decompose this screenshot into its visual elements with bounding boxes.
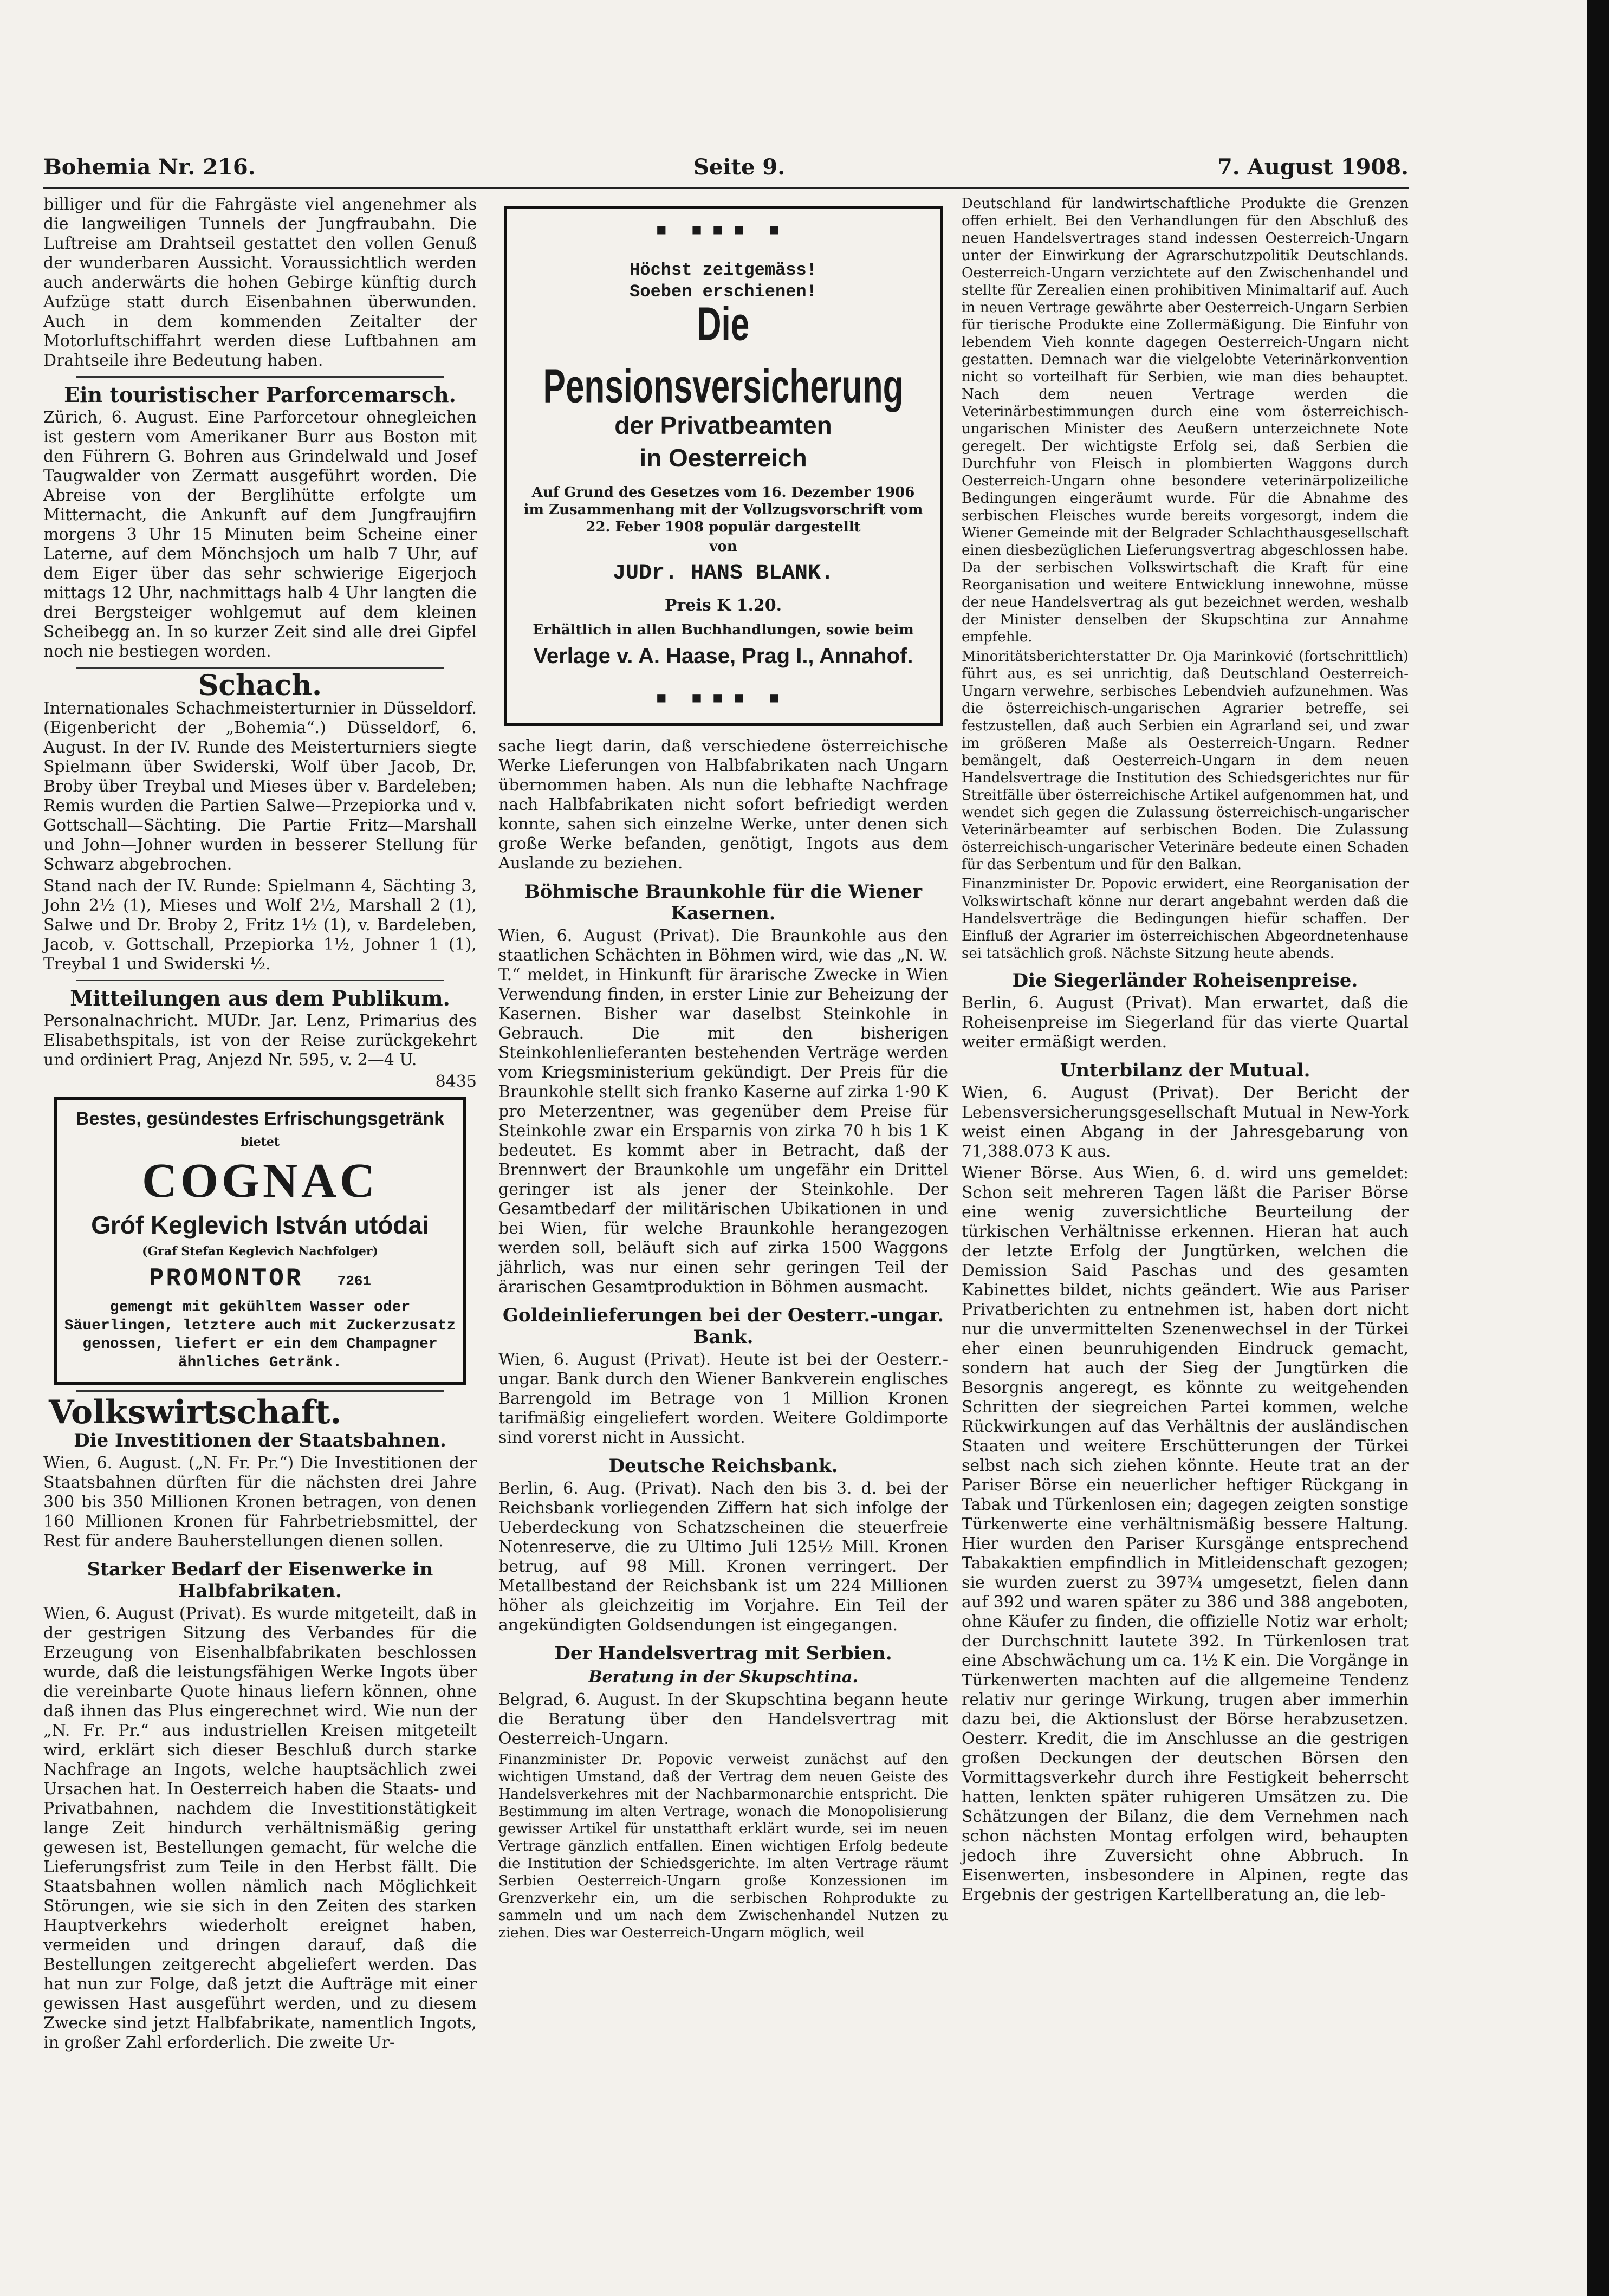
article-paragraph: Berlin, 6. Aug. (Privat). Nach den bis 3. d. bei der Reichsbank vorliegenden Ziffern hat sich infolge der Ueberdeckung von Schatzscheinen die steuerfreie Notenreserve, die zu Ultimo Juli 125½ Mill. Kronen betrug, auf 98 Mill. Kronen verringert. Der Metallbestand der Reichsbank ist um 224 Millionen höher als gleichzeitig im Vorjahre. Ein Teil der angekündigten Goldsendungen ist eingegangen. xyxy=(498,1479,948,1635)
article-heading: Goldeinlieferungen bei der Oesterr.-ungar. Bank. xyxy=(502,1305,944,1348)
cognac-advertisement xyxy=(54,1097,466,1385)
ad-author: JUDr. HANS BLANK. xyxy=(612,561,834,586)
ad-line: von xyxy=(709,539,737,555)
article-paragraph: billiger und für die Fahrgäste viel angenehmer als die langweiligen Tunnels der Jungfraubahn. Die Luftreise am Drahtseil gestattet den vollen Genuß der wunderbaren Aussicht. Voraussichtlich werden auch anderwärts die hohen Gebirge künftig durch Aufzüge statt durch Eisenbahnen überwunden. Auch in dem kommenden Zeitalter der Motorluftschiffahrt werden diese Luftbahnen am Drahtseile ihre Bedeutung haben. xyxy=(43,195,477,370)
article-paragraph: Internationales Schachmeisterturnier in Düsseldorf. (Eigenbericht der „Bohemia“.) Düsseldorf, 6. August. In der IV. Runde des Meisterturniers siegte Spielmann über Swiderski, Wolf über Jacob, Dr. Broby über Treybal und Mieses über v. Bardeleben; Remis wurden die Partien Salwe—Przepiorka und v. Gottschall—Sächting. Die Partie Fritz—Marshall und John—Johner wurden in besserer Stellung für Schwarz abgebrochen. xyxy=(43,699,477,874)
ad-brand: COGNAC xyxy=(142,1154,378,1208)
article-paragraph: Minoritätsberichterstatter Dr. Oja Marinković (fortschrittlich) führt aus, es sei unrichtig, daß Deutschland Oesterreich-Ungarn verwehre, serbisches Lebendvieh aufzunehmen. Was die österreichisch-ungarischen Agrarier betreffe, sei festzustellen, daß auch Serbien ein Agrarland sei, und zwar im größeren Maße als Oesterreich-Ungarn. Redner bemängelt, daß Oesterreich-Ungarn in dem neuen Handelsvertrage die Institution des Schiedsgerichtes nur für Streitfälle über österreichische Artikel aufgenommen hat, und wendet sich gegen die Zulassung österreichisch-ungarischer Veterinärbeamter auf serbischen Boden. Die Zulassung österreichisch-ungarischer Veterinäre bedeute einen Schaden für das Serbentum und für den Balkan. xyxy=(962,648,1409,873)
section-heading: Volkswirtschaft. xyxy=(49,1393,342,1431)
article-paragraph: Wien, 6. August (Privat). Der Bericht der Lebensversicherungsgesellschaft Mutual in New-York weist einen Abgang in der Jahresgebarung von 71,388.073 K aus. xyxy=(962,1084,1409,1161)
article-heading: Böhmische Braunkohle für die Wiener Kasernen. xyxy=(524,881,923,924)
section-heading: Mitteilungen aus dem Publikum. xyxy=(70,986,450,1010)
article-heading: Starker Bedarf der Eisenwerke in Halbfabrikaten. xyxy=(87,1559,433,1602)
section-heading: Schach. xyxy=(198,669,322,702)
article-paragraph: Finanzminister Dr. Popovic erwidert, eine Reorganisation der Volkswirtschaft könne nur derart angebahnt werden daß die Handelsverträge die Bedingungen hiefür schaffen. Der Einfluß der Agrarier im österreichischen Abgeordnetenhause sei tatsächlich groß. Nächste Sitzung heute abends. xyxy=(962,876,1409,962)
ad-number: 7261 xyxy=(337,1273,372,1289)
divider xyxy=(76,376,444,378)
article-heading: Ein touristischer Parforcemarsch. xyxy=(64,382,456,407)
article-subheading: Beratung in der Skupschtina. xyxy=(588,1668,858,1687)
ad-line: Höchst zeitgemäss! xyxy=(630,260,817,280)
article-paragraph: Deutschland für landwirtschaftliche Produkte die Grenzen offen erhielt. Bei den Verhandlungen für den Abschluß des neuen Handelsvertrages stand indessen Oesterreich-Ungarn unter der Einwirkung der Agrarschutzpolitik Deutschlands. Oesterreich-Ungarn verzichtete auf den Zwischenhandel und stellte für Zerealien einen prohibitiven Minimaltarif auf. Auch in neuen Vertrage gewährte aber Oesterreich-Ungarn Serbien für tierische Produkte eine Zollermäßigung. Die Einfuhr von lebendem Vieh konnte dagegen Oesterreich-Ungarn nicht gestatten. Demnach war die vielgelobte Veterinärkonvention nicht so vorteilhaft für Serbien, wie man dies behauptet. Nach dem neuen Vertrage werden die Veterinärbestimmungen durch eine vom österreichisch-ungarischen Minister des Aeußern unterzeichnete Note geregelt. Der wichtigste Erfolg sei, daß Serbien die Durchfuhr von Fleisch in plombierten Waggons durch Oesterreich-Ungarn ohne besondere veterinärpolizeiliche Bedingungen eingeräumt wurde. Für die Abnahme des serbischen Fleisches wurde bereits vorgesorgt, indem die Wiener Gemeinde mit der Belgrader Schlachthausgesellschaft einen diesbezüglichen Lieferungsvertrag abgeschlossen habe. Da der serbischen Volkswirtschaft die Kraft für eine Reorganisation und weitere Entwicklung innewohne, müsse der neue Handelsvertrag als gut bezeichnet werden, weshalb der Minister denselben der Skupschtina zur Annahme empfehle. xyxy=(962,196,1409,645)
ad-line: bietet xyxy=(240,1135,280,1149)
article-heading: Deutsche Reichsbank. xyxy=(608,1455,838,1477)
divider xyxy=(76,667,444,669)
article-paragraph: Wiener Börse. Aus Wien, 6. d. wird uns gemeldet: Schon seit mehreren Tagen läßt die Pariser Börse eine wenig zuversichtliche Beurteilung der türkischen Verhältnisse erkennen. Hieran hat auch der letzte Erfolg der Jungtürken, welchen die Demission Said Paschas und des gesamten Kabinettes bildet, nichts geändert. Wie aus Pariser Privatberichten zu entnehmen ist, haben dort nicht nur die unvermittelten Szenenwechsel in der Türkei eher einen beunruhigenden Eindruck gemacht, sondern hat auch der Sieg der Jungtürken die Besorgnis angeregt, es könnte zu weitgehenden Schritten der siegreichen Partei kommen, welche Rückwirkungen auf das Verhältnis der ausländischen Staaten und weitere Erschütterungen der Türkei selbst nach sich ziehen könnte. Heute trat an der Pariser Börse ein neuerlicher heftiger Rückgang in Tabak und Türkenlosen ein; dagegen zeigten sonstige Türkenwerte eine verhältnismäßig bessere Haltung. Hier wurden den Pariser Kursgänge entsprechend Tabakaktien empfindlich in Mitleidenschaft gezogen; sie wurden zuerst zu 397¾ umgesetzt, fielen dann auf 392 und waren später zu 386 und 388 angeboten, ohne Käufer zu finden, die offizielle Notiz war erholt; der Durchschnitt lautete 392. In Türkenlosen trat eine Abschwächung um ca. 1½ K ein. Die Vorgänge in Türkenwerten machten auf die allgemeine Tendenz relativ nur geringe Wirkung, trugen aber immerhin dazu bei, die Aktionslust der Börse herabzusetzen. Oesterr. Kredit, die im Anschlusse an die gestrigen großen Deckungen der deutschen Börsen den Vormittagsverkehr durch ihre Festigkeit beherrscht hatten, lenkten später ruhigeren Umsätzen zu. Die Schätzungen der Bilanz, die dem Vernehmen nach schon nächsten Montag erfolgen wird, behaupten jedoch ihre Zuversicht ohne Abbruch. In Eisenwerten, insbesondere in Alpinen, regte das Ergebnis der gestrigen Kartellberatung an, die leb- xyxy=(962,1164,1409,1904)
article-paragraph: Wien, 6. August. („N. Fr. Pr.“) Die Investitionen der Staatsbahnen dürften für die nächsten drei Jahre 300 bis 350 Millionen Kronen betragen, von denen 160 Millionen Kronen für Fahrbetriebsmittel, der Rest für andere Bauherstellungen dienen sollen. xyxy=(43,1454,477,1551)
ad-line: Erhältlich in allen Buchhandlungen, sowie beim xyxy=(533,622,914,638)
ad-line xyxy=(62,1263,458,1296)
article-paragraph: Wien, 6. August (Privat). Es wurde mitgeteilt, daß in der gestrigen Sitzung des Verbandes für die Erzeugung von Eisenhalbfabrikaten beschlossen wurde, daß die leistungsfähigen Werke Ingots über die vereinbarte Quote hinaus liefern können, ohne daß ihnen das Plus eingerechnet wird. Wie nun der „N. Fr. Pr.“ aus industriellen Kreisen mitgeteilt wird, erklärt sich dieser Beschluß durch starke Nachfrage an Ingots, welche hauptsächlich zwei Ursachen hat. In Oesterreich haben die Staats- und Privatbahnen, nachdem die Investitionstätigkeit lange Zeit hindurch verhältnismäßig gering gewesen ist, Bestellungen gemacht, für welche die Lieferungsfrist zum Teile in den Herbst fällt. Die Staatsbahnen wollen nämlich nach Möglichkeit Störungen, wie sie sich in den Zeiten des starken Hauptverkehrs wiederholt ereignet haben, vermeiden und dringen darauf, daß die Bestellungen zeitgerecht abgeliefert werden. Das hat nun zur Folge, daß jetzt die Aufträge mit einer gewissen Hast ausgeführt werden, und zu diesem Zwecke sind jetzt Halbfabrikate, namentlich Ingots, in großer Zahl erforderlich. Die zweite Ur- xyxy=(43,1604,477,2052)
ad-line: in Oesterreich xyxy=(639,444,807,472)
column-2 xyxy=(498,195,948,1944)
ad-ornament: ■ ■■■ ■ xyxy=(656,691,790,704)
ad-title: Die Pensionsversicherung xyxy=(543,298,904,413)
scan-border xyxy=(1587,0,1609,2296)
article-paragraph: Personalnachricht. MUDr. Jar. Lenz, Primarius des Elisabethspitals, ist von der Reise zurückgekehrt und ordiniert Prag, Anjezd Nr. 595, v. 2—4 U. xyxy=(43,1011,477,1069)
header-page-number: Seite 9. xyxy=(693,154,786,180)
divider xyxy=(76,1390,444,1392)
column-1 xyxy=(43,195,477,2055)
article-heading: Die Investitionen der Staatsbahnen. xyxy=(74,1430,446,1451)
article-paragraph: Stand nach der IV. Runde: Spielmann 4, Sächting 3, John 2½ (1), Mieses und Wolf 2½, Marshall 2 (1), Salwe und Dr. Broby 2, Fritz 1½ (1), v. Bardeleben, Jacob, v. Gottschall, Przepiorka 1½, Johner 1 (1), Treybal 1 und Swiderski ½. xyxy=(43,877,477,974)
article-heading: Unterbilanz der Mutual. xyxy=(1060,1060,1310,1081)
article-paragraph: Finanzminister Dr. Popovic verweist zunächst auf den wichtigen Umstand, daß der Vertrag dem neuen Geiste des Handelsverkehres mit der Nachbarmonarchie entspricht. Die Bestimmung im alten Vertrage, wonach die Monopolisierung gewisser Artikel für unstatthaft erklärt wurde, sei im neuen Vertrage gänzlich entfallen. Einen wichtigen Erfolg bedeute die Institution der Schiedsgerichte. Im alten Vertrage räumt Serbien Oesterreich-Ungarn große Konzessionen im Grenzverkehr ein, um die serbischen Rohprodukte zu sammeln und um nach dem Zwischenhandel Nutzen zu ziehen. Dies war Oesterreich-Ungarn möglich, weil xyxy=(498,1752,948,1941)
header-rule xyxy=(43,187,1409,189)
header-issue: Bohemia Nr. 216. xyxy=(43,154,256,180)
article-paragraph: sache liegt darin, daß verschiedene österreichische Werke Lieferungen von Halbfabrikaten nach Ungarn übernommen haben. Als nun die lebhafte Nachfrage nach Halbfabrikaten nicht sofort befriedigt werden konnte, sahen sich einzelne Werke, unter denen sich große Werke befanden, genötigt, Ingots aus dem Auslande zu beziehen. xyxy=(498,737,948,873)
ad-line: der Privatbeamten xyxy=(614,411,832,439)
header-date: 7. August 1908. xyxy=(1217,154,1409,180)
article-paragraph: Berlin, 6. August (Privat). Man erwartet, daß die Roheisenpreise im Siegerland für das vierte Quartal weiter ermäßigt werden. xyxy=(962,994,1409,1052)
ad-line: Soeben erschienen! xyxy=(630,282,817,302)
ad-number: 8435 xyxy=(435,1072,477,1091)
ad-line: Bestes, gesündestes Erfrischungsgetränk xyxy=(75,1108,445,1129)
ad-line: PROMONTOR xyxy=(148,1264,303,1293)
article-paragraph: Belgrad, 6. August. In der Skupschtina begann heute die Beratung über den Handelsvertrag mit Oesterreich-Ungarn. xyxy=(498,1690,948,1748)
book-advertisement xyxy=(504,206,943,726)
ad-line: gemengt mit gekühltem Wasser oder Säuerlingen, letztere auch mit Zuckerzusatz genossen, liefert er ein dem Champagner ähnliches Getränk. xyxy=(64,1299,456,1371)
article-paragraph: Wien, 6. August (Privat). Die Braunkohle aus den staatlichen Schächten in Böhmen wird, wie das „N. W. T.“ meldet, in Hinkunft für ärarische Zwecke in Wien Verwendung finden, in erster Linie zur Beheizung der Kasernen. Bisher war daselbst Steinkohle in Gebrauch. Die mit den bisherigen Steinkohlenlieferanten bestehenden Verträge werden vom Kriegsministerium gekündigt. Der Preis für die Braunkohle stellt sich franko Kaserne auf zirka 1·90 K pro Meterzentner, was gegenüber dem Preise für Steinkohle zwar ein Ersparnis von zirka 70 h bis 1 K bedeutet. Es kommt aber in Betracht, daß der Brennwert der Braunkohle um ungefähr ein Drittel geringer ist als jener der Steinkohle. Der Gesamtbedarf der militärischen Ubikationen in und bei Wien, für welche Braunkohle herangezogen werden soll, beläuft sich auf zirka 1500 Waggons jährlich, was nur einen sehr geringen Teil der ärarischen Gesamtproduktion in Böhmen ausmacht. xyxy=(498,926,948,1296)
ad-ornament: ■ ■■■ ■ xyxy=(656,223,790,236)
column-3 xyxy=(962,195,1409,1907)
ad-line: Gróf Keglevich István utódai xyxy=(91,1211,429,1239)
article-heading: Die Siegerländer Roheisenpreise. xyxy=(1012,970,1358,991)
ad-line: (Graf Stefan Keglevich Nachfolger) xyxy=(142,1244,378,1259)
divider xyxy=(76,980,444,981)
article-heading: Der Handelsvertrag mit Serbien. xyxy=(554,1643,892,1664)
ad-price: Preis K 1.20. xyxy=(664,596,782,615)
article-paragraph: Wien, 6. August (Privat). Heute ist bei der Oesterr.-ungar. Bank durch den Wiener Bankverein englisches Barrengold im Betrage von 1 Million Kronen tarifmäßig eingeliefert worden. Weitere Goldimporte sind vorerst nicht in Aussicht. xyxy=(498,1350,948,1447)
article-paragraph: Zürich, 6. August. Eine Parforcetour ohnegleichen ist gestern vom Amerikaner Burr aus Boston mit den Führern G. Bohren aus Grindelwald und Josef Taugwalder von Zermatt ausgeführt worden. Die Abreise von der Berglihütte erfolgte um Mitternacht, die Ankunft auf dem Jungfraujfirn morgens 3 Uhr 15 Minuten beim Scheine einer Laterne, auf dem Mönchsjoch um halb 7 Uhr, auf dem Eiger über das sehr schwierige Eigerjoch mittags 12 Uhr, nachmittags halb 4 Uhr langten die drei Bergsteiger wohlgemut auf dem kleinen Scheibegg an. In so kurzer Zeit sind alle drei Gipfel noch nie bestiegen worden. xyxy=(43,408,477,661)
ad-line: Verlage v. A. Haase, Prag I., Annahof. xyxy=(533,644,913,668)
ad-line: Auf Grund des Gesetzes vom 16. Dezember 1906 im Zusammenhang mit der Vollzugsvorschrift vom 22. Feber 1908 populär dargestellt xyxy=(523,484,923,535)
page-header xyxy=(43,154,1409,187)
